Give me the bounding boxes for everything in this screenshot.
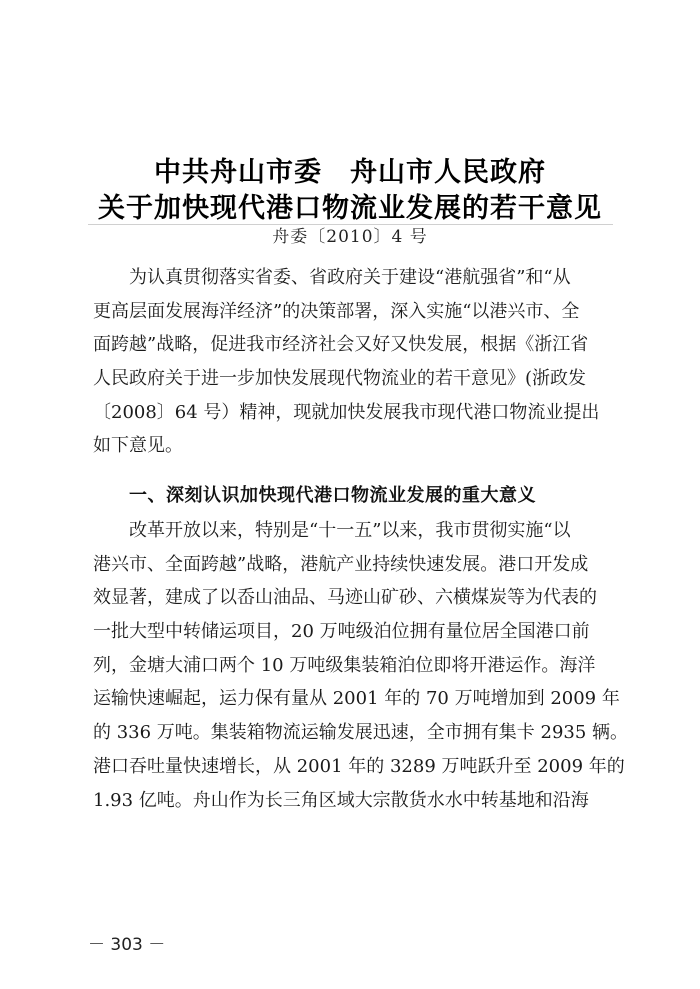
paragraph-line: 改革开放以来，特别是“十一五”以来，我市贯彻实施“以	[129, 520, 571, 541]
paragraph-line: 如下意见。	[93, 435, 183, 457]
paragraph-line: 运输快速崛起，运力保有量从 2001 年的 70 万吨增加到 2009 年	[93, 688, 620, 710]
section-heading-1: 一、深刻认识加快现代港口物流业发展的重大意义	[129, 485, 536, 506]
paragraph-line: 人民政府关于进一步加快发展现代物流业的若干意见》(浙政发	[93, 368, 587, 390]
document-title-line-1: 中共舟山市委 舟山市人民政府	[154, 157, 546, 188]
paragraph-line: 1.93 亿吨。舟山作为长三角区域大宗散货水水中转基地和沿海	[93, 789, 589, 811]
paragraph-1	[93, 261, 613, 463]
paragraph-line: 〔2008〕64 号）精神，现就加快发展我市现代港口物流业提出	[93, 401, 600, 423]
document-title-line-2: 关于加快现代港口物流业发展的若干意见	[98, 193, 602, 224]
paragraph-line: 的 336 万吨。集装箱物流运输发展迅速，全市拥有集卡 2935 辆。	[93, 722, 629, 744]
page-number: － 303 －	[88, 935, 166, 955]
paragraph-line: 面跨越”战略，促进我市经济社会又好又快发展，根据《浙江省	[93, 334, 589, 356]
paragraph-line: 港口吞吐量快速增长，从 2001 年的 3289 万吨跃升至 2009 年的	[93, 755, 625, 777]
paragraph-line: 一批大型中转储运项目，20 万吨级泊位拥有量位居全国港口前	[93, 621, 590, 643]
paragraph-line: 为认真贯彻落实省委、省政府关于建设“港航强省”和“从	[129, 267, 571, 288]
paragraph-line: 港兴市、全面跨越”战略，港航产业持续快速发展。港口开发成	[93, 553, 589, 575]
document-number: 舟委〔2010〕4 号	[272, 227, 428, 247]
paragraph-2	[93, 514, 629, 817]
paragraph-line: 列，金塘大浦口两个 10 万吨级集装箱泊位即将开港运作。海洋	[93, 654, 596, 676]
paragraph-line: 效显著，建成了以岙山油品、马迹山矿砂、六横煤炭等为代表的	[93, 587, 597, 609]
paragraph-line: 更高层面发展海洋经济”的决策部署，深入实施“以港兴市、全	[93, 300, 580, 322]
